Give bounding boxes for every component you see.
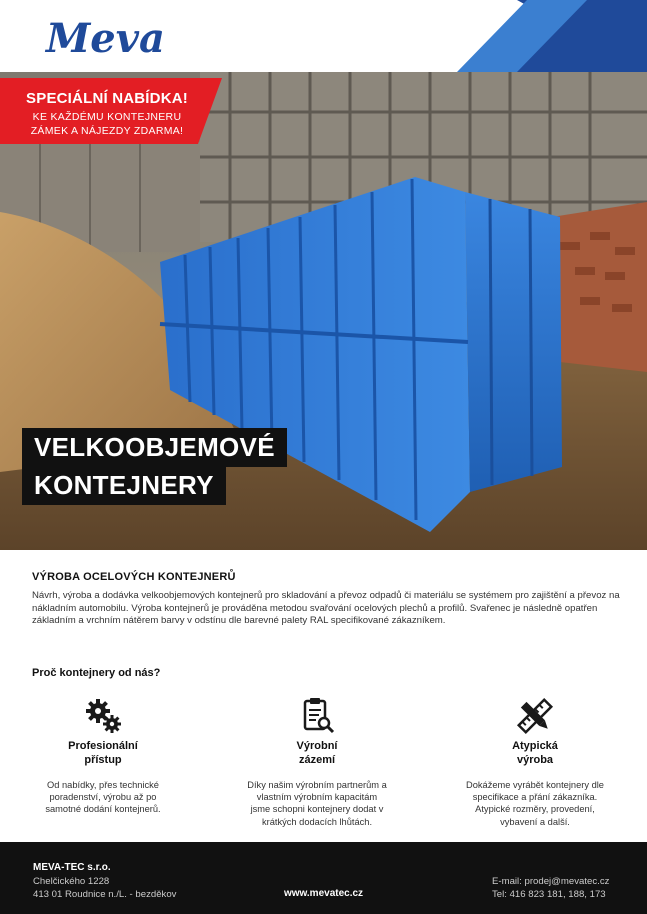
gears-icon xyxy=(83,696,123,736)
page-header xyxy=(0,0,647,72)
feature-text: Dokážeme vyrábět kontejnery dle specifikace a přání zákazníka. Atypické rozměry, provedení, vybavení a další. xyxy=(466,780,604,827)
feature-text: Od nabídky, přes technické poradenství, výrobu až po samotné dodání kontejnerů. xyxy=(45,780,161,815)
svg-text:Meva: Meva xyxy=(46,15,165,62)
hero-title-line-2: KONTEJNERY xyxy=(22,466,226,505)
page-footer xyxy=(0,842,647,914)
hero-title-line-1: VELKOOBJEMOVÉ xyxy=(22,428,287,467)
footer-phone: Tel: 416 823 181, 188, 173 xyxy=(492,889,606,900)
section-heading: VÝROBA OCELOVÝCH KONTEJNERŮ xyxy=(32,571,236,583)
feature-text: Díky našim výrobním partnerům a vlastním výrobním kapacitám jsme schopni kontejnery dodat v krátkých dodacích lhůtách. xyxy=(247,780,387,827)
feature-title-line-2: přístup xyxy=(84,754,122,766)
feature-title-line-1: Atypická xyxy=(512,740,558,752)
promo-line-2: ZÁMEK A NÁJEZDY ZDARMA! xyxy=(30,125,184,137)
feature-title-line-1: Profesionální xyxy=(68,740,138,752)
feature-professional xyxy=(8,696,198,816)
feature-title-line-2: výroba xyxy=(516,754,554,766)
why-heading: Proč kontejnery od nás? xyxy=(32,667,161,679)
footer-company: MEVA-TEC s.r.o. xyxy=(33,862,111,873)
footer-email[interactable]: E-mail: prodej@mevatec.cz xyxy=(492,876,610,887)
feature-title-line-1: Výrobní xyxy=(296,740,338,752)
section-paragraph: Návrh, výroba a dodávka velkoobjemových kontejnerů pro skladování a převoz odpadů či materiálu se systémem pro zajištění a převoz na nákladním automobilu. Výroba kontejnerů je prováděna metodou svařování ocelových plechů a profilů. Svařenec je následně opatřen základním a vrchním nátěrem barvy v odstínu dle barevné palety RAL specifikované zákazníkem. xyxy=(32,590,620,627)
promo-title: SPECIÁLNÍ NABÍDKA! xyxy=(26,90,188,107)
footer-address-1: Chelčického 1228 xyxy=(33,876,110,887)
footer-address-2: 413 01 Roudnice n./L. - bezděkov xyxy=(33,889,177,900)
promo-banner xyxy=(0,78,222,144)
feature-title-line-2: zázemí xyxy=(298,754,336,766)
ruler-pencil-icon xyxy=(515,696,555,736)
feature-production xyxy=(222,696,412,828)
meva-logo xyxy=(44,8,184,64)
header-stripes xyxy=(387,0,647,72)
footer-website-link[interactable]: www.mevatec.cz xyxy=(283,888,364,899)
promo-line-1: KE KAŽDÉMU KONTEJNERU xyxy=(32,111,182,123)
feature-atypical xyxy=(440,696,630,828)
clipboard-search-icon xyxy=(297,696,337,736)
